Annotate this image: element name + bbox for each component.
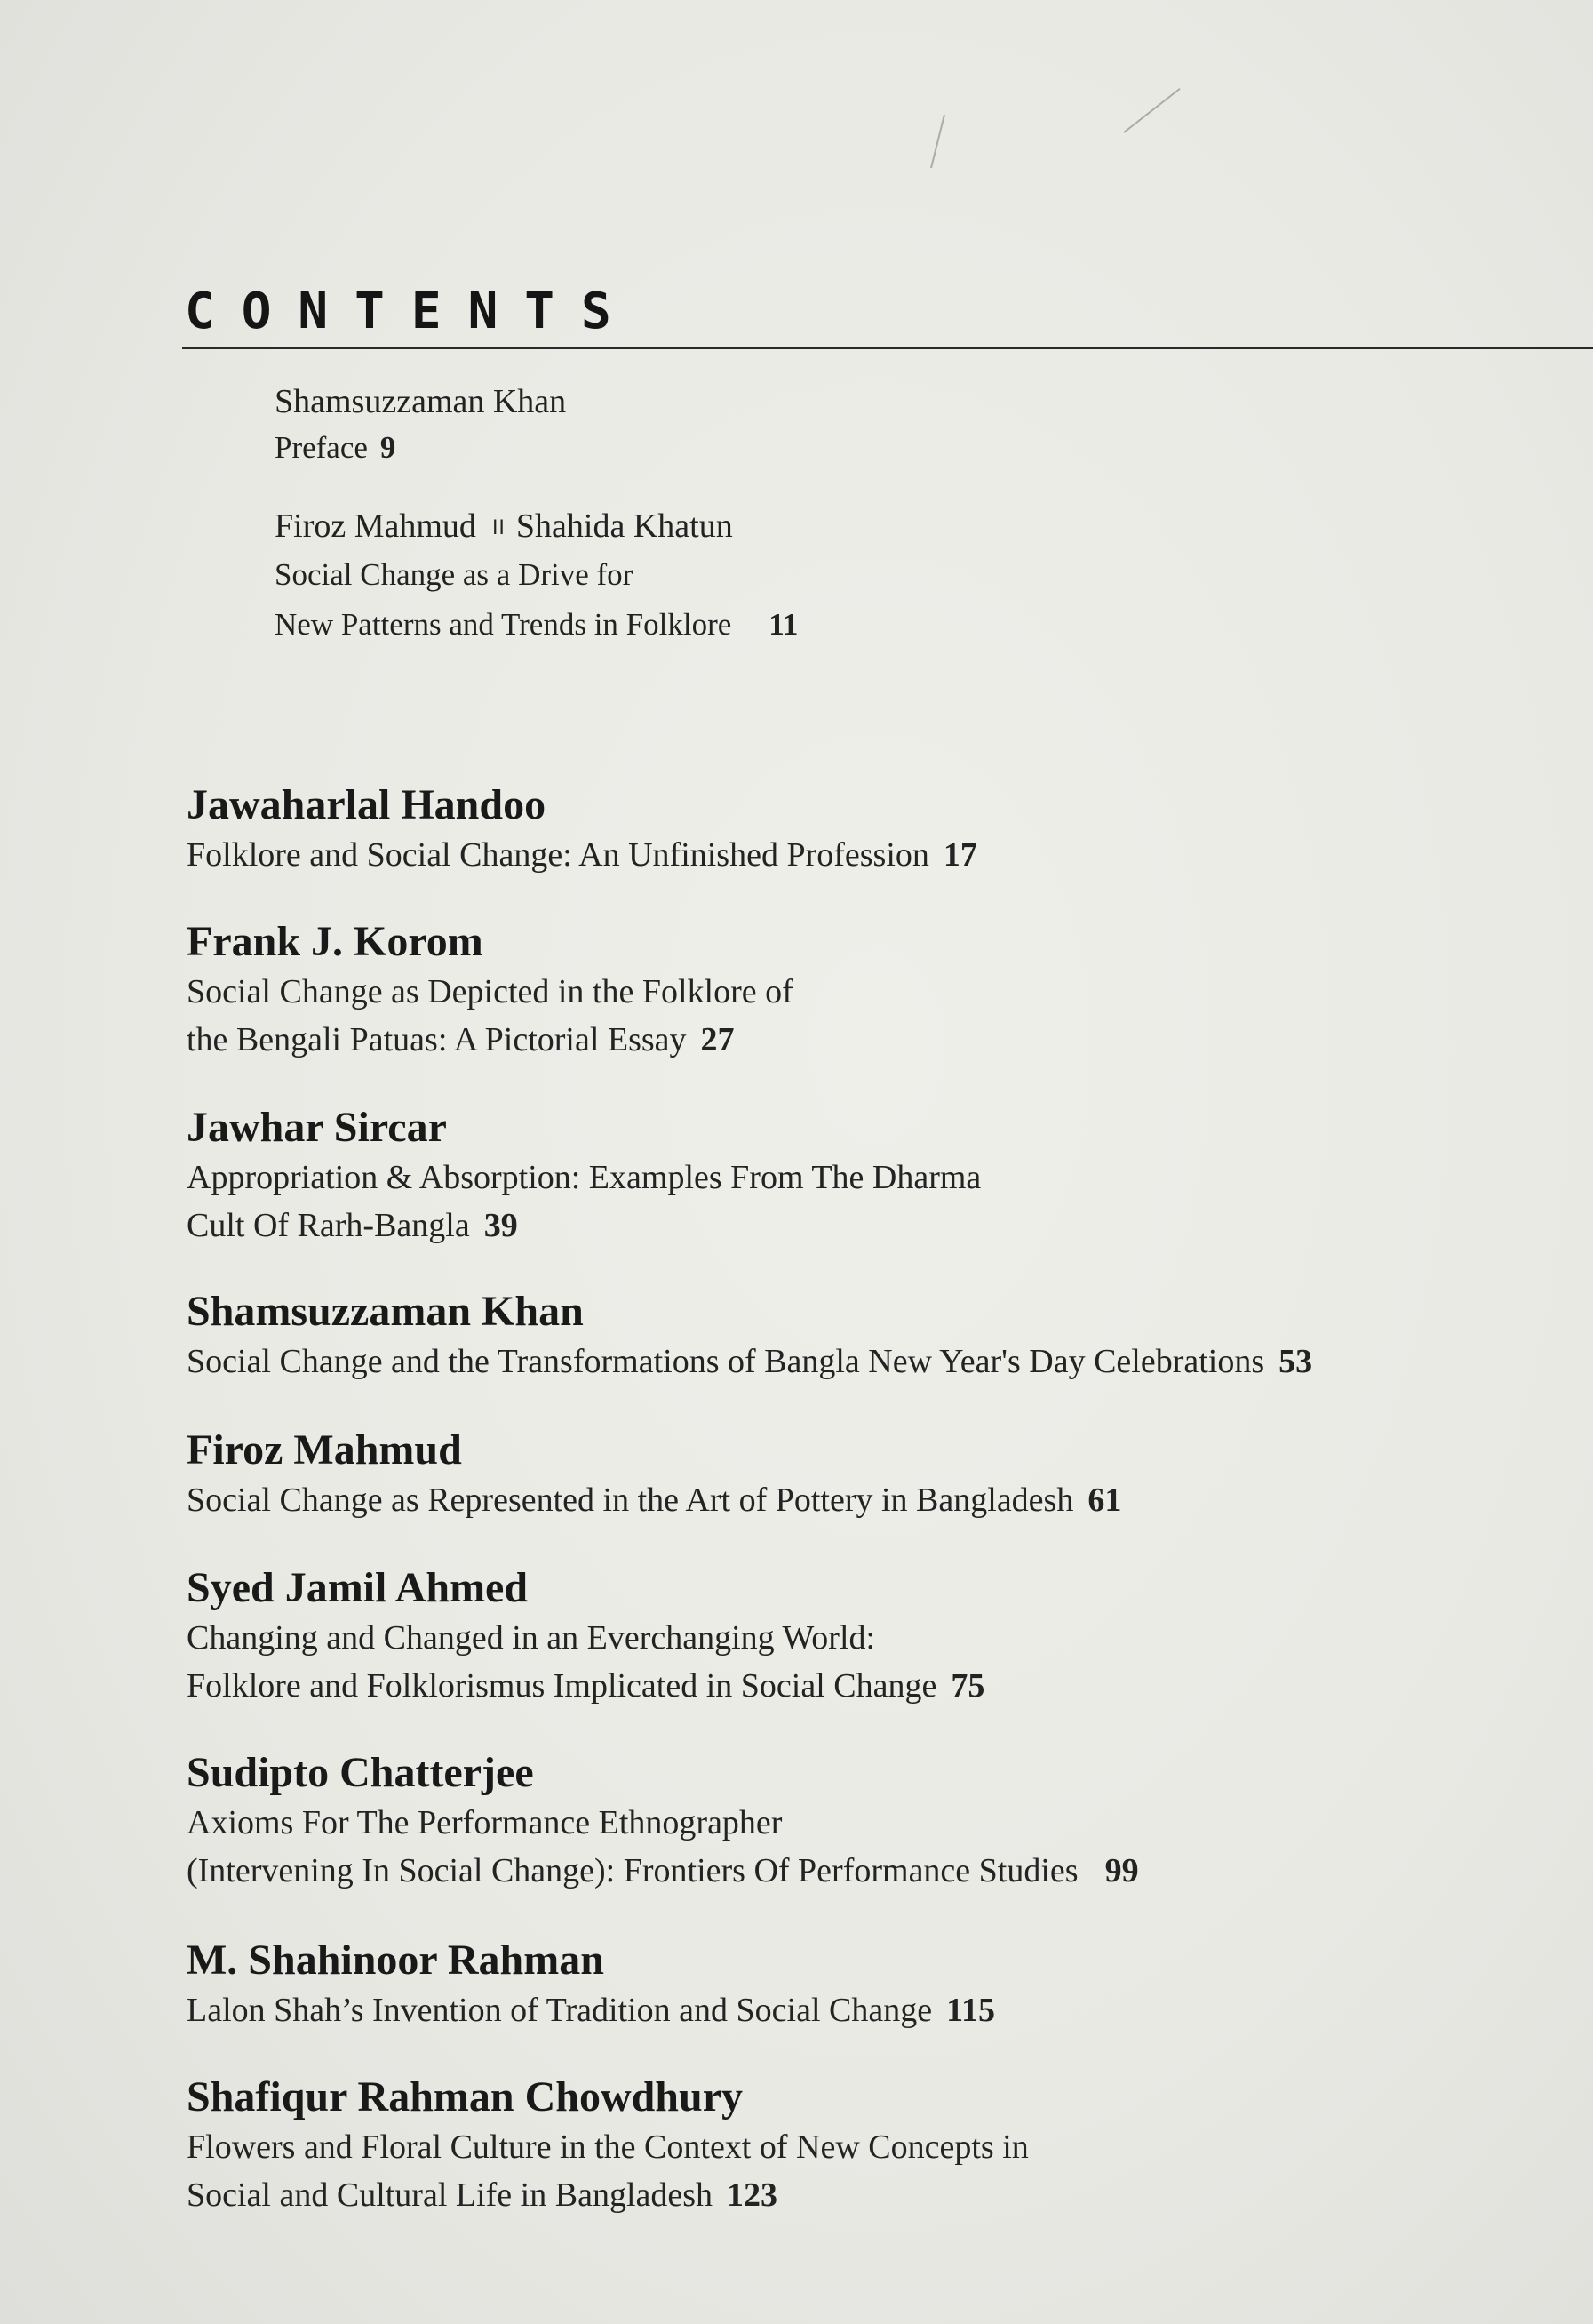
entry-author: Syed Jamil Ahmed <box>187 1564 529 1611</box>
entry-title-line: Flowers and Floral Culture in the Context of New Concepts in <box>187 2128 1029 2166</box>
entry-title <box>187 1202 1555 1250</box>
entry-page-number: 123 <box>727 2176 778 2214</box>
front-entry-introduction <box>275 505 798 650</box>
entry-title <box>275 600 798 650</box>
entry-title-line: Preface <box>275 430 368 465</box>
entry-author: Firoz Mahmud <box>275 507 476 545</box>
entry-title-line: Cult Of Rarh-Bangla <box>187 1207 470 1244</box>
entry-title-line: Appropriation & Absorption: Examples From The Dharma <box>187 1159 982 1196</box>
entry-author: Shamsuzzaman Khan <box>275 383 567 420</box>
entry-coauthor: Shahida Khatun <box>515 507 733 545</box>
entry-author: Jawaharlal Handoo <box>187 781 546 828</box>
toc-entry <box>187 779 1555 879</box>
entry-title <box>187 1476 1555 1524</box>
entry-title-line: Social Change and the Transformations of Bangla New Year's Day Celebrations <box>187 1343 1265 1380</box>
entry-title-line: Social Change as Depicted in the Folklore of <box>187 973 793 1010</box>
entry-page-number: 115 <box>946 1992 995 2029</box>
toc-entry <box>187 1562 1555 1710</box>
scratch-mark <box>930 115 945 169</box>
entry-title <box>187 1662 1555 1710</box>
entry-title-line: (Intervening In Social Change): Frontiers Of Performance Studies <box>187 1852 1079 1889</box>
entry-author: Jawhar Sircar <box>187 1104 447 1151</box>
entry-author: Sudipto Chatterjee <box>187 1749 534 1796</box>
entry-page-number: 27 <box>700 1021 735 1058</box>
heading-rule <box>182 347 1593 349</box>
entry-page-number: 39 <box>483 1207 518 1244</box>
entry-author: Frank J. Korom <box>187 918 483 965</box>
entry-title-line: Folklore and Folklorismus Implicated in Social Change <box>187 1667 937 1705</box>
entry-author: M. Shahinoor Rahman <box>187 1937 604 1984</box>
toc-entry <box>187 1935 1555 2034</box>
toc-entry <box>187 1425 1555 1524</box>
entry-authors <box>275 505 798 550</box>
entry-page-number: 11 <box>769 607 799 643</box>
entry-page-number: 53 <box>1278 1343 1313 1380</box>
entry-title-line: Axioms For The Performance Ethnographer <box>187 1804 783 1841</box>
contents-heading: CONTENTS <box>185 283 638 340</box>
entry-title-line: Social Change as a Drive for <box>275 557 633 593</box>
entry-title <box>187 1847 1555 1895</box>
author-separator: II <box>491 517 506 540</box>
entry-page-number: 61 <box>1087 1481 1122 1519</box>
entry-title <box>275 423 566 473</box>
scratch-mark <box>1123 88 1180 133</box>
entry-title <box>187 1016 1555 1064</box>
entry-title-line: Social Change as Represented in the Art of Pottery in Bangladesh <box>187 1481 1074 1519</box>
entry-title <box>187 2171 1555 2219</box>
entry-author: Shafiqur Rahman Chowdhury <box>187 2073 743 2120</box>
entry-page-number: 99 <box>1104 1852 1139 1889</box>
entry-page-number: 17 <box>943 836 977 874</box>
toc-entry <box>187 1747 1555 1895</box>
entry-title-line: Social and Cultural Life in Bangladesh <box>187 2176 713 2214</box>
entry-title-line: New Patterns and Trends in Folklore <box>275 607 732 643</box>
entry-title-line: Folklore and Social Change: An Unfinished Profession <box>187 836 929 874</box>
entry-title <box>187 1338 1555 1386</box>
toc-entry <box>187 916 1555 1064</box>
front-entry-preface <box>275 380 566 473</box>
toc-entry <box>187 1102 1555 1250</box>
entry-title <box>187 1986 1555 2034</box>
entry-author: Shamsuzzaman Khan <box>187 1288 584 1335</box>
entry-page-number: 9 <box>379 430 396 465</box>
entry-title-line: the Bengali Patuas: A Pictorial Essay <box>187 1021 687 1058</box>
toc-entry <box>187 1286 1555 1386</box>
entry-author: Firoz Mahmud <box>187 1426 462 1473</box>
entry-title <box>187 831 1555 879</box>
entry-page-number: 75 <box>951 1667 985 1705</box>
entry-title-line: Changing and Changed in an Everchanging World: <box>187 1619 876 1657</box>
entry-title-line: Lalon Shah’s Invention of Tradition and Social Change <box>187 1992 933 2029</box>
toc-entry <box>187 2072 1555 2219</box>
